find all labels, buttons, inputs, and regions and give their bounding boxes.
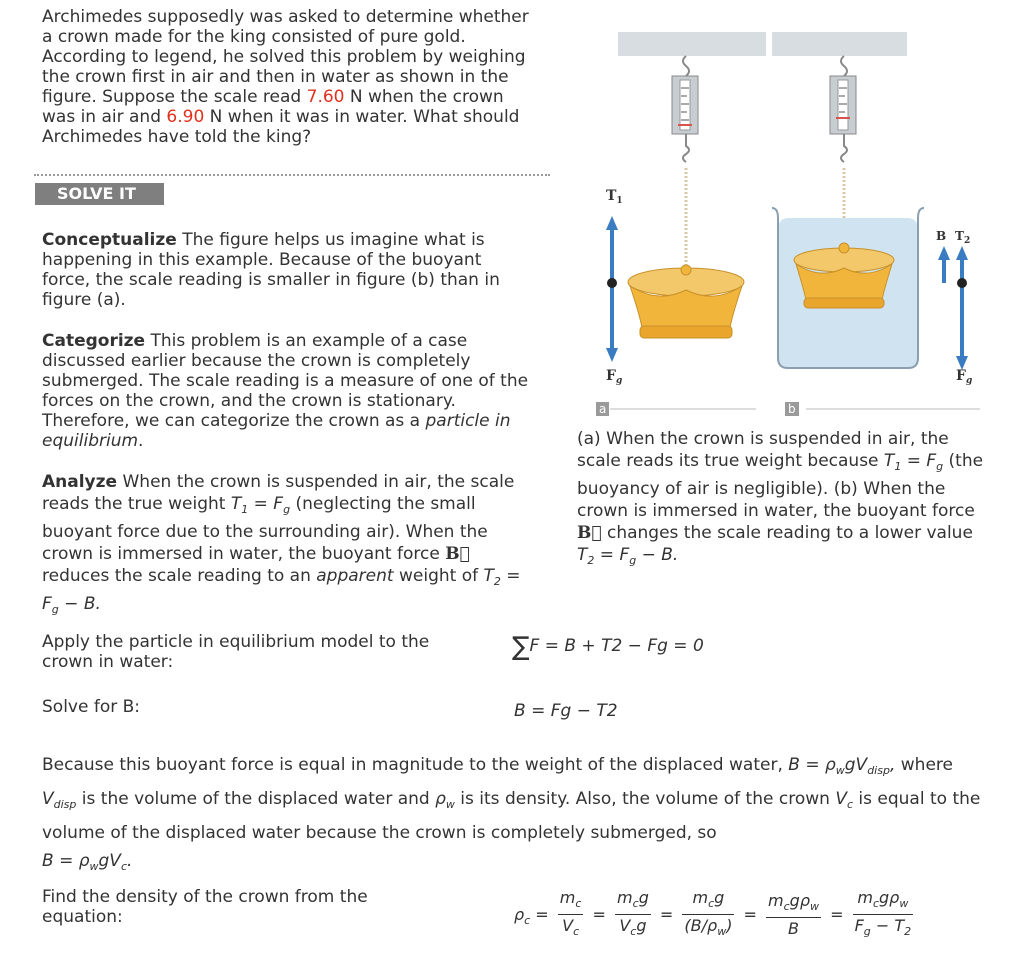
t1-eq-fg: $T_1 = F_g$ bbox=[230, 494, 291, 516]
because-paragraph: Because this buoyant force is equal in magnitude to the weight of the displaced water, $B = \rho_wgV_{disp}$, where $V_{disp}$ is the volume of the displaced water and $\rho_w$ is its density. Also, the volume of the crown $V_c$ is equal to the volume of the displaced water because the crown is completely submerged, so $B = \rho_wgV_c$. bbox=[42, 755, 981, 873]
b-equation: B = Fg − T2 bbox=[514, 701, 618, 721]
crown-figure bbox=[560, 28, 990, 423]
caption-t1-eq: $T_1 = F_g$ bbox=[883, 451, 944, 473]
force-arrows-a bbox=[606, 216, 618, 362]
caption-t2-eq: $T_2 = F_g - B$. bbox=[577, 545, 679, 567]
caption-b-vector: B⃗ bbox=[577, 523, 602, 543]
b-label: B bbox=[936, 229, 947, 243]
water-reading: 6.90 bbox=[166, 107, 205, 127]
intro-paragraph: Archimedes supposedly was asked to determine whether a crown made for the king consisted of pure gold. According to legend, he solved this problem by weighing the crown first in air and then in water as shown in the figure. Suppose the scale read 7.60 N when the crown was in air and 6.90 N when it was in water. What should Archimedes have told the king? bbox=[42, 7, 529, 147]
t2-label: $T_2$ bbox=[955, 229, 971, 246]
panel-label-a: a bbox=[596, 402, 609, 416]
crown-a bbox=[628, 265, 744, 338]
solve-label: Solve for B: bbox=[42, 697, 141, 717]
spring-scale-a bbox=[672, 56, 698, 266]
fg-label-a: $F_g$ bbox=[606, 368, 623, 386]
air-reading: 7.60 bbox=[306, 87, 345, 107]
categorize-paragraph: Categorize This problem is an example of a case discussed earlier because the crown is completely submerged. The scale reading is a measure of one of the forces on the crown, and the crown is stationary. Therefore, we can categorize the crown as a particle in equilibrium. bbox=[42, 331, 529, 451]
crown-b bbox=[794, 243, 894, 308]
divider bbox=[34, 174, 550, 176]
apply-label: Apply the particle in equilibrium model to the crown in water: bbox=[42, 632, 430, 672]
analyze-paragraph: Analyze When the crown is suspended in air, the scale reads the true weight $T_1 = F_g$ (neglecting the small buoyant force due to the surrounding air). When the crown is immersed in water, the buoyant force B⃗ reduces the scale reading to an apparent weight of $T_2 = F_g - B$. bbox=[42, 472, 521, 616]
density-equation: $\rho_c$ = $\frac{m_c}{V_c}$ = $\frac{m_cg}{V_cg}$ = $\frac{m_cg}{(B/\rho_w)}$ = $\frac{m_cg\rho_w}{B}$ = $\frac{m_cg\rho_w}{F_g - T_2}$ bbox=[514, 888, 912, 938]
sum-f-equation: ∑F = B + T2 − Fg = 0 bbox=[512, 632, 704, 662]
buoyant-vector-b: B⃗ bbox=[445, 544, 470, 564]
force-arrows-b bbox=[938, 246, 968, 370]
ceiling-bar-b bbox=[772, 32, 907, 56]
rhow-symbol: $\rho_w$ bbox=[435, 789, 455, 811]
t1-label: $T_1$ bbox=[606, 188, 623, 206]
figure-caption: (a) When the crown is suspended in air, the scale reads its true weight because $T_1 = F_g$ (the buoyancy of air is negligible). (b) When the crown is immersed in water, the buoyant force B⃗ changes the scale reading to a lower value $T_2 = F_g - B$. bbox=[577, 429, 984, 567]
vdisp-symbol: $V_{disp}$ bbox=[42, 789, 77, 811]
t2-expression: $T_2 = F_g - B$. bbox=[42, 566, 521, 616]
spring-scale-b bbox=[830, 56, 856, 242]
solve-it-banner: SOLVE IT bbox=[35, 183, 164, 205]
conceptualize-paragraph: Conceptualize The figure helps us imagine what is happening in this example. Because of the buoyant force, the scale reading is smaller in figure (b) than in figure (a). bbox=[42, 230, 500, 310]
b-rhowgvdisp: $B = \rho_wgV_{disp}$, bbox=[788, 755, 896, 777]
ceiling-bar-a bbox=[618, 32, 766, 56]
b-rhowgvc: $B = \rho_wgV_c$. bbox=[42, 851, 133, 873]
vc-symbol: $V_c$ bbox=[835, 789, 854, 811]
panel-label-b: b bbox=[785, 402, 799, 416]
find-label: Find the density of the crown from the equation: bbox=[42, 887, 368, 927]
fg-label-b: $F_g$ bbox=[956, 368, 973, 386]
